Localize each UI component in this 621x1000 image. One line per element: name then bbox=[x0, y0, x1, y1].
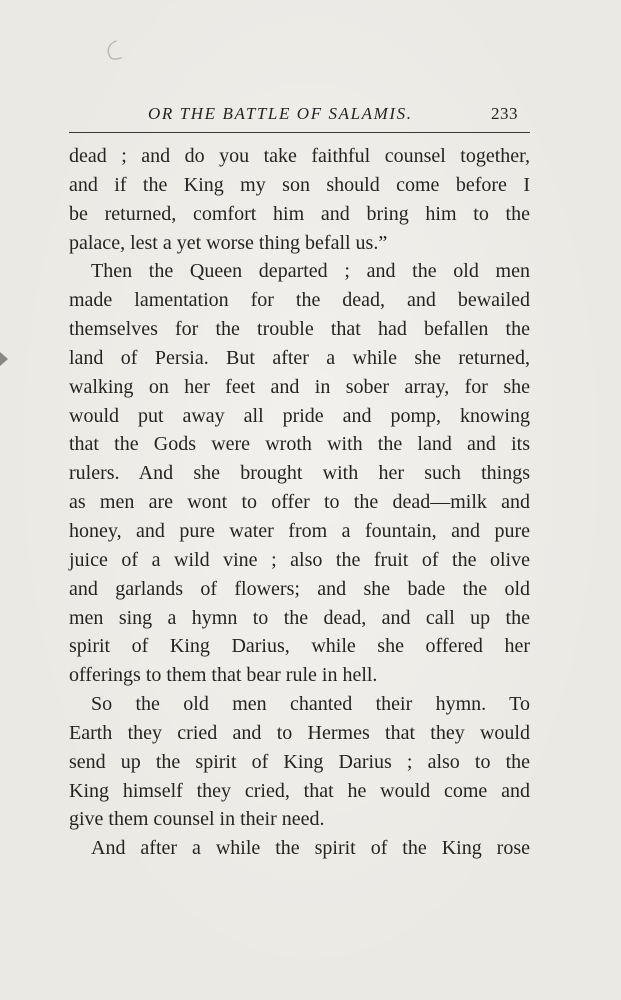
text-line: honey, and pure water from a fountain, and pure bbox=[69, 519, 530, 542]
page-number: 233 bbox=[491, 104, 518, 123]
body-text bbox=[69, 142, 530, 863]
text-line: Earth they cried and to Hermes that they would bbox=[69, 721, 530, 744]
running-title: OR THE BATTLE OF SALAMIS. bbox=[148, 104, 413, 123]
text-line: men sing a hymn to the dead, and call up the bbox=[69, 606, 530, 629]
header-rule bbox=[69, 132, 530, 133]
text-line: themselves for the trouble that had befallen the bbox=[69, 318, 530, 341]
text-line: rulers. And she brought with her such things bbox=[69, 462, 530, 485]
text-line: offerings to them that bear rule in hell. bbox=[69, 664, 378, 687]
paragraph-start-line: And after a while the spirit of the King rose bbox=[91, 837, 530, 860]
page-edge-mark-icon bbox=[0, 352, 8, 366]
text-line: as men are wont to offer to the dead—milk and bbox=[69, 491, 530, 514]
text-line: give them counsel in their need. bbox=[69, 808, 325, 831]
paragraph-start-line: Then the Queen departed ; and the old men bbox=[91, 260, 530, 283]
text-line: land of Persia. But after a while she returned, bbox=[69, 346, 530, 369]
text-line: and garlands of flowers; and she bade the old bbox=[69, 577, 530, 600]
text-line: palace, lest a yet worse thing befall us.” bbox=[69, 231, 388, 254]
text-line: dead ; and do you take faithful counsel together, bbox=[69, 145, 530, 167]
text-line: King himself they cried, that he would come and bbox=[69, 779, 530, 802]
text-line: would put away all pride and pomp, knowing bbox=[69, 404, 530, 427]
text-line: made lamentation for the dead, and bewailed bbox=[69, 289, 530, 312]
text-line: send up the spirit of King Darius ; also to the bbox=[69, 750, 530, 773]
text-line: that the Gods were wroth with the land and its bbox=[69, 433, 530, 456]
text-line: be returned, comfort him and bring him to the bbox=[69, 202, 530, 225]
text-line: spirit of King Darius, while she offered her bbox=[69, 635, 530, 658]
text-line: and if the King my son should come before I bbox=[69, 173, 530, 196]
paragraph-start-line: So the old men chanted their hymn. To bbox=[91, 693, 530, 716]
text-line: juice of a wild vine ; also the fruit of the olive bbox=[69, 548, 530, 571]
pencil-mark-icon bbox=[102, 38, 124, 62]
text-line: walking on her feet and in sober array, for she bbox=[69, 375, 530, 398]
